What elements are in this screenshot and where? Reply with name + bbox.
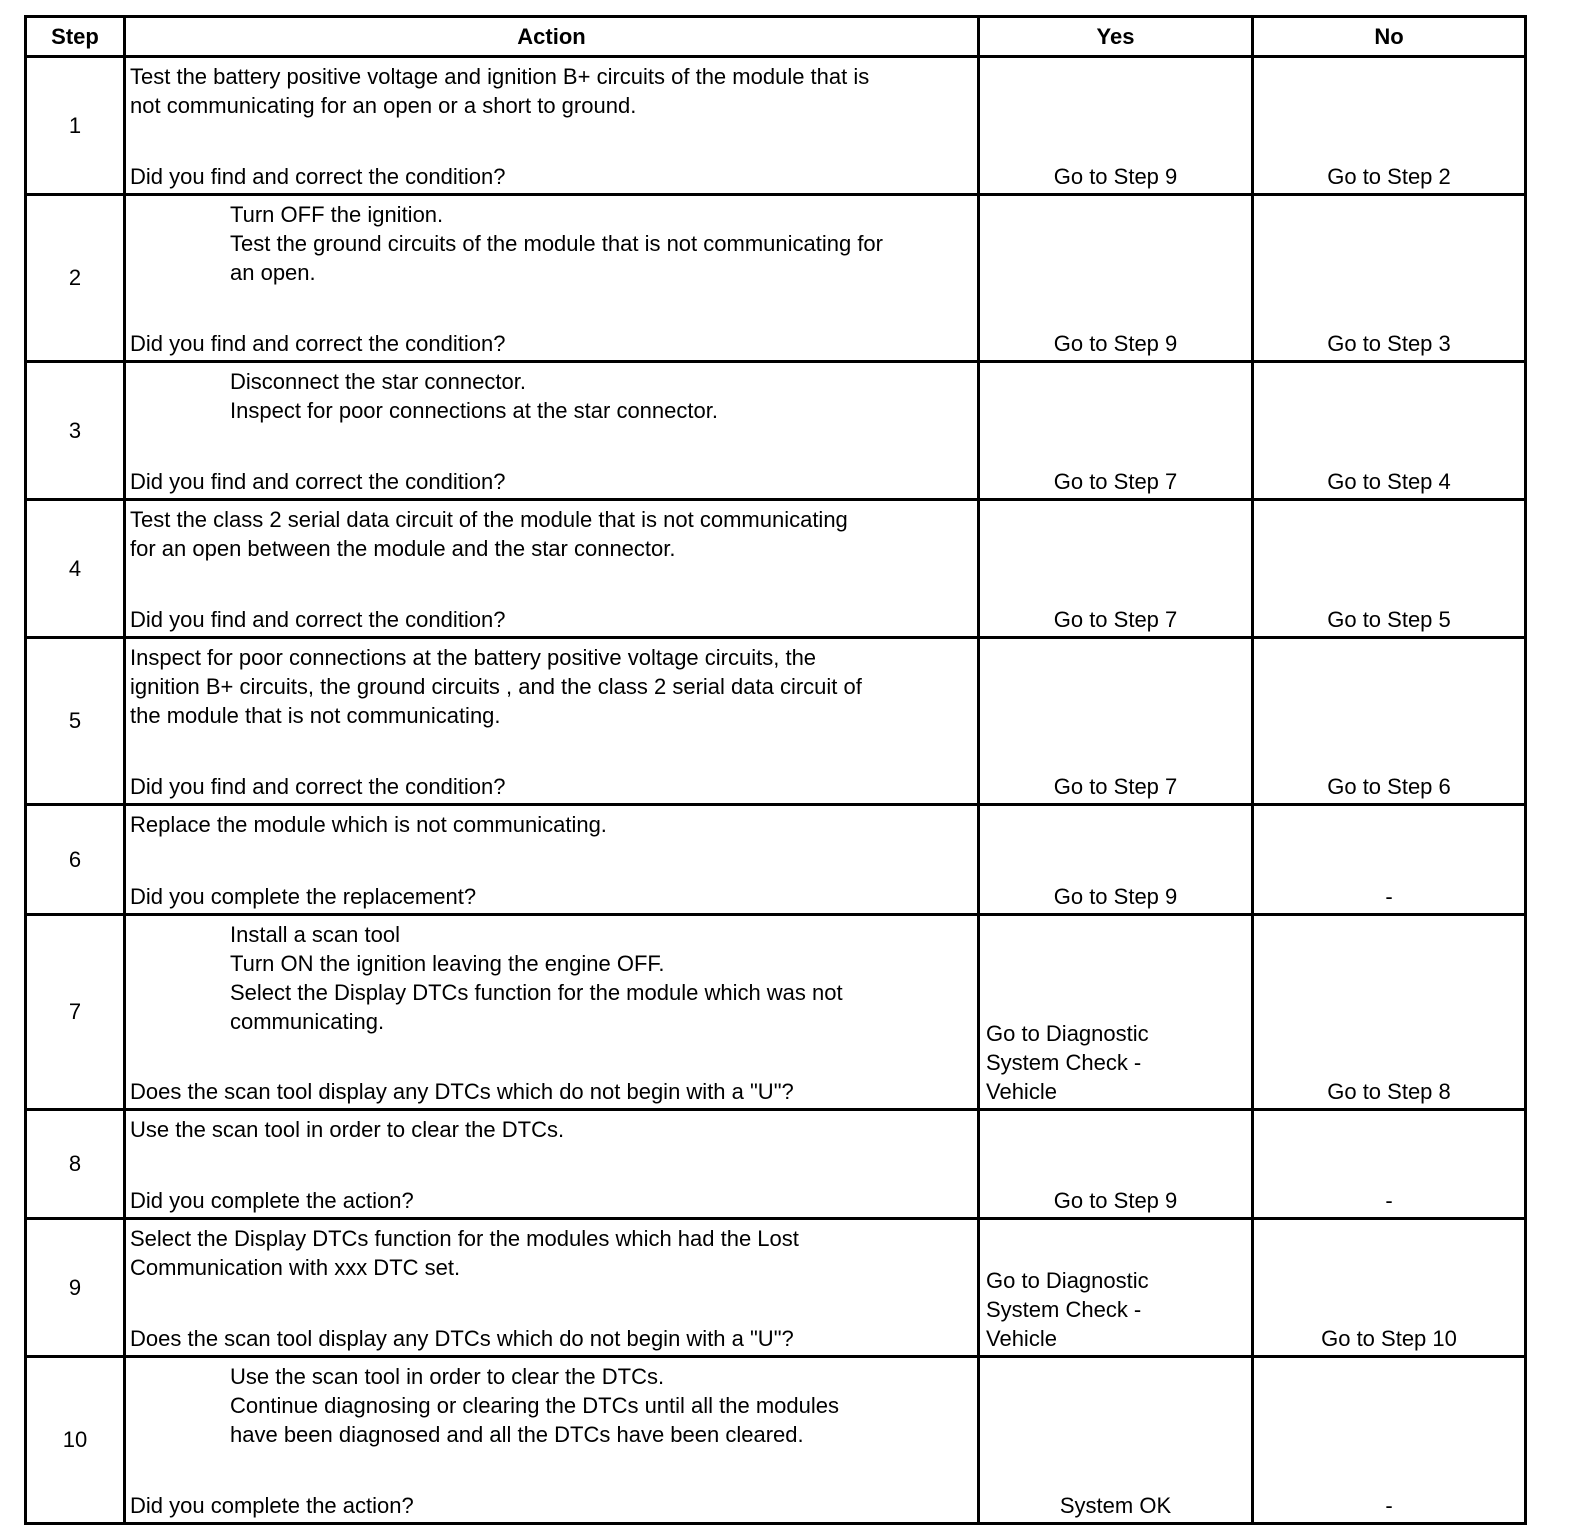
step-number: 5: [26, 638, 125, 805]
action-cell: [125, 1357, 979, 1524]
yes-result-line: System Check -: [986, 1050, 1142, 1075]
no-result: Go to Step 4: [1253, 362, 1526, 500]
action-text: Disconnect the star connector.: [230, 369, 526, 394]
yes-result-line: Vehicle: [986, 1079, 1057, 1104]
action-cell: [125, 57, 979, 195]
step-number: 7: [26, 915, 125, 1110]
question-text: Did you find and correct the condition?: [130, 164, 506, 189]
action-cell: [125, 915, 979, 1110]
action-cell: [125, 500, 979, 638]
action-cell: [125, 1110, 979, 1219]
table-row: [26, 195, 1526, 362]
step-number: 9: [26, 1219, 125, 1357]
no-result: -: [1253, 805, 1526, 915]
table-row: [26, 1110, 1526, 1219]
yes-result: Go to Step 9: [979, 805, 1253, 915]
action-text: ignition B+ circuits, the ground circuits , and the class 2 serial data circuit of: [130, 674, 862, 699]
action-text: Install a scan tool: [230, 922, 400, 947]
yes-result: [979, 1219, 1253, 1357]
action-text: Use the scan tool in order to clear the DTCs.: [130, 1117, 565, 1142]
action-cell: [125, 362, 979, 500]
step-number: 10: [26, 1357, 125, 1524]
no-result: Go to Step 2: [1253, 57, 1526, 195]
header-yes: Yes: [979, 17, 1253, 57]
action-text: not communicating for an open or a short to ground.: [130, 93, 637, 118]
question-text: Does the scan tool display any DTCs which do not begin with a "U"?: [130, 1326, 794, 1351]
table-row: [26, 805, 1526, 915]
header-row: [26, 17, 1526, 57]
yes-result-line: Go to Diagnostic: [986, 1021, 1149, 1046]
table-row: [26, 57, 1526, 195]
table-row: [26, 1357, 1526, 1524]
table-row: [26, 1219, 1526, 1357]
action-text: Test the ground circuits of the module that is not communicating for: [230, 231, 883, 256]
yes-result: Go to Step 9: [979, 1110, 1253, 1219]
yes-result-line: System Check -: [986, 1297, 1142, 1322]
step-number: 8: [26, 1110, 125, 1219]
action-text: Turn ON the ignition leaving the engine OFF.: [230, 951, 665, 976]
table-row: [26, 638, 1526, 805]
action-cell: [125, 1219, 979, 1357]
question-text: Did you find and correct the condition?: [130, 469, 506, 494]
question-text: Did you complete the replacement?: [130, 884, 477, 909]
question-text: Did you complete the action?: [130, 1493, 414, 1518]
diagnostic-table: [24, 15, 1527, 1525]
action-text: for an open between the module and the star connector.: [130, 536, 676, 561]
action-text: Turn OFF the ignition.: [230, 202, 444, 227]
yes-result-line: Vehicle: [986, 1326, 1057, 1351]
no-result: -: [1253, 1357, 1526, 1524]
action-cell: [125, 805, 979, 915]
action-text: Inspect for poor connections at the star connector.: [230, 398, 718, 423]
yes-result: Go to Step 7: [979, 362, 1253, 500]
no-result: Go to Step 3: [1253, 195, 1526, 362]
step-number: 2: [26, 195, 125, 362]
step-number: 3: [26, 362, 125, 500]
action-text: Select the Display DTCs function for the module which was not: [230, 980, 843, 1005]
step-number: 6: [26, 805, 125, 915]
yes-result: Go to Step 7: [979, 500, 1253, 638]
step-number: 4: [26, 500, 125, 638]
action-text: Communication with xxx DTC set.: [130, 1255, 461, 1280]
no-result: Go to Step 5: [1253, 500, 1526, 638]
no-result: Go to Step 6: [1253, 638, 1526, 805]
yes-result: [979, 915, 1253, 1110]
action-text: Use the scan tool in order to clear the DTCs.: [230, 1364, 665, 1389]
question-text: Did you find and correct the condition?: [130, 774, 506, 799]
question-text: Did you find and correct the condition?: [130, 331, 506, 356]
action-text: the module that is not communicating.: [130, 703, 501, 728]
header-action: Action: [125, 17, 979, 57]
action-text: an open.: [230, 260, 316, 285]
yes-result: Go to Step 9: [979, 195, 1253, 362]
yes-result: Go to Step 7: [979, 638, 1253, 805]
yes-result: Go to Step 9: [979, 57, 1253, 195]
action-text: communicating.: [230, 1009, 385, 1034]
header-step: Step: [26, 17, 125, 57]
no-result: -: [1253, 1110, 1526, 1219]
action-cell: [125, 195, 979, 362]
question-text: Did you find and correct the condition?: [130, 607, 506, 632]
header-no: No: [1253, 17, 1526, 57]
no-result: Go to Step 8: [1253, 915, 1526, 1110]
action-text: Continue diagnosing or clearing the DTCs until all the modules: [230, 1393, 840, 1418]
action-text: Select the Display DTCs function for the modules which had the Lost: [130, 1226, 799, 1251]
action-text: have been diagnosed and all the DTCs have been cleared.: [230, 1422, 804, 1447]
action-text: Inspect for poor connections at the battery positive voltage circuits, the: [130, 645, 817, 670]
action-text: Test the battery positive voltage and ignition B+ circuits of the module that is: [130, 64, 870, 89]
action-text: Replace the module which is not communicating.: [130, 812, 607, 837]
step-number: 1: [26, 57, 125, 195]
table-row: [26, 915, 1526, 1110]
action-text: Test the class 2 serial data circuit of the module that is not communicating: [130, 507, 848, 532]
question-text: Did you complete the action?: [130, 1188, 414, 1213]
action-cell: [125, 638, 979, 805]
no-result: Go to Step 10: [1253, 1219, 1526, 1357]
table-row: [26, 362, 1526, 500]
yes-result-line: Go to Diagnostic: [986, 1268, 1149, 1293]
yes-result: System OK: [979, 1357, 1253, 1524]
table-row: [26, 500, 1526, 638]
question-text: Does the scan tool display any DTCs which do not begin with a "U"?: [130, 1079, 794, 1104]
